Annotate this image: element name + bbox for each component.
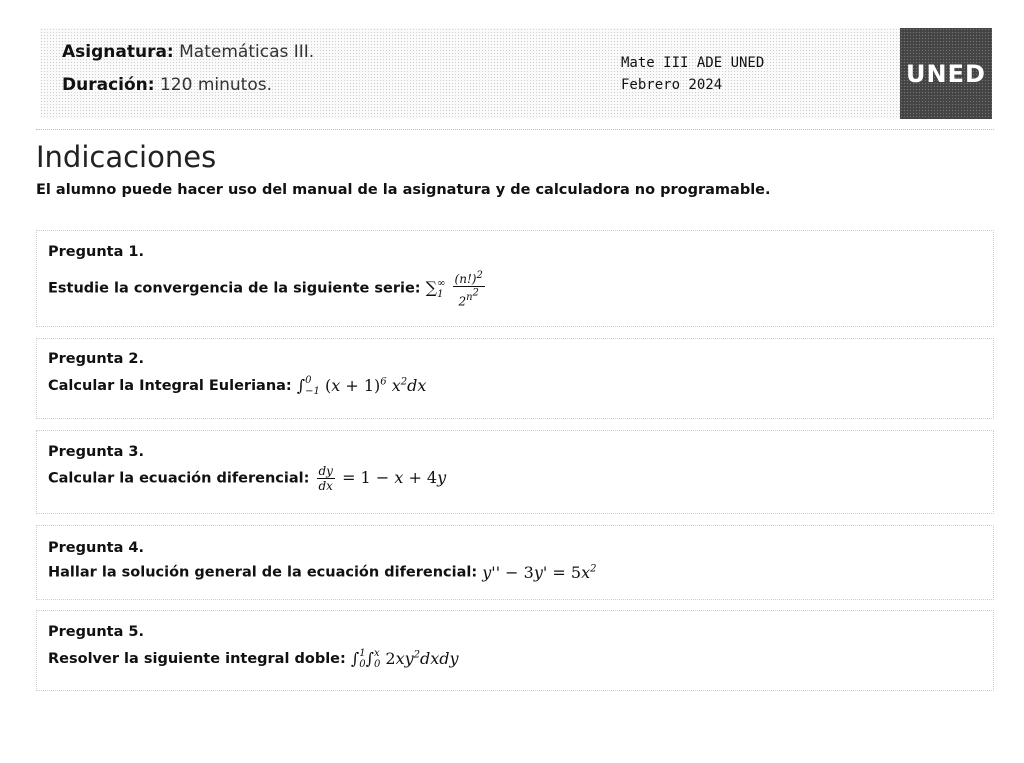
question-label: Pregunta 3.: [48, 444, 144, 460]
header-divider: [36, 129, 994, 130]
question-card: [36, 610, 994, 691]
question-label: Pregunta 2.: [48, 351, 144, 367]
math-expression: ∫ 1 0 ∫ x 0 $2xy^2dxdy$: [350, 648, 459, 670]
question-label: Pregunta 1.: [48, 244, 144, 260]
question-card: [36, 430, 994, 514]
question-prompt-text: Calcular la ecuación diferencial:: [48, 470, 310, 487]
exam-header: [40, 28, 992, 119]
exam-date: Febrero 2024: [621, 77, 723, 93]
question-prompt: [48, 269, 487, 308]
question-prompt-text: Resolver la siguiente integral doble:: [48, 651, 346, 667]
math-expression: ∑ ∞ 1 $\frac{(n!)^2}{2^{n^2}}$: [425, 270, 483, 309]
duration-value: 120 minutos.: [159, 75, 272, 95]
logo-text: UNED: [906, 59, 986, 88]
question-label: Pregunta 4.: [48, 540, 144, 556]
math-expression: $y'' - 3y' = 5x^2$: [482, 563, 597, 582]
uned-logo: [900, 28, 992, 119]
exam-meta: [621, 52, 764, 96]
exam-course: Mate III ADE UNED: [621, 55, 765, 71]
math-expression: ∫ 0 −1 $(x + 1)^6$ $x^2dx$: [296, 375, 427, 397]
subject-value: Matemáticas III.: [179, 42, 315, 62]
question-prompt-text: Calcular la Integral Euleriana:: [48, 378, 292, 394]
question-card: [36, 525, 994, 600]
duration-label: Duración:: [62, 75, 155, 95]
question-prompt: [48, 375, 426, 397]
question-prompt: [48, 464, 446, 493]
subject-row: [62, 42, 314, 62]
duration-row: [62, 75, 272, 95]
question-prompt: [48, 563, 596, 582]
math-expression: $\frac{dy}{dx}$ = 1 − x + 4y: [318, 464, 447, 493]
question-card: [36, 230, 994, 327]
instructions-text: El alumno puede hacer uso del manual de la asignatura y de calculadora no programable.: [36, 182, 771, 198]
subject-label: Asignatura:: [62, 42, 174, 62]
question-label: Pregunta 5.: [48, 624, 144, 640]
question-prompt-text: Estudie la convergencia de la siguiente serie:: [48, 280, 421, 297]
question-card: [36, 338, 994, 419]
question-prompt-text: Hallar la solución general de la ecuación diferencial:: [48, 564, 478, 581]
instructions-title: Indicaciones: [36, 140, 217, 174]
question-prompt: [48, 648, 459, 670]
